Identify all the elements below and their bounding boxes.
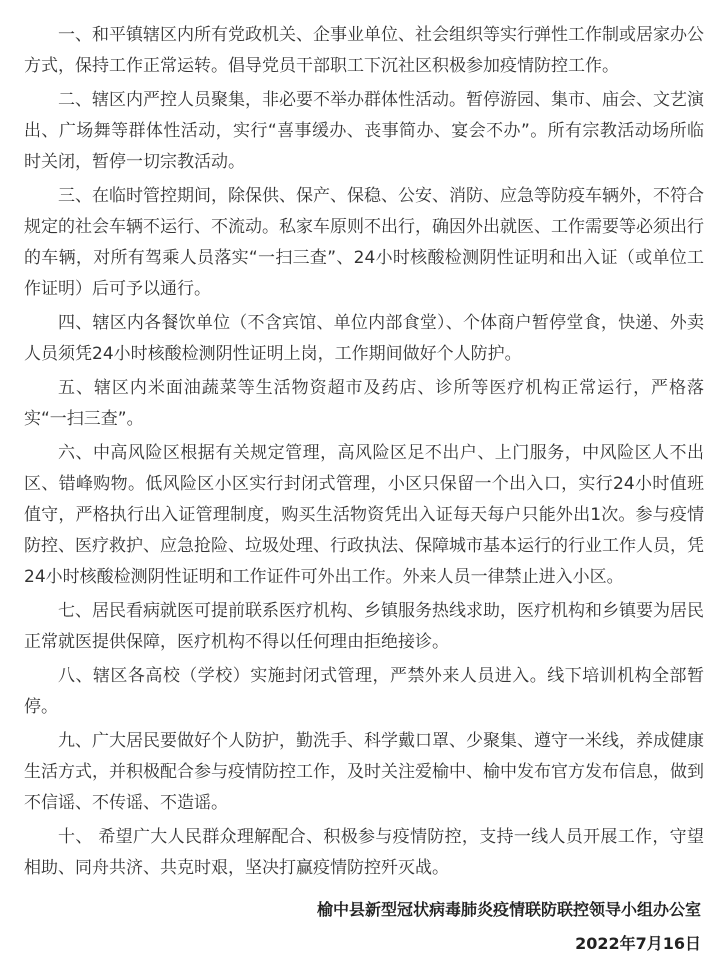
issuer-name: 榆中县新型冠状病毒肺炎疫情联防联控领导小组办公室 xyxy=(316,900,701,919)
paragraph-2: 二、辖区内严控人员聚集，非必要不举办群体性活动。暂停游园、集市、庙会、文艺演出、广场舞等群体性活动，实行“喜事缓办、丧事简办、宴会不办”。所有宗教活动场所临时关闭，暂停一切宗教活动。 xyxy=(24,90,704,172)
issue-date: 2022年7月16日 xyxy=(575,934,701,953)
paragraph-1: 一、和平镇辖区内所有党政机关、企事业单位、社会组织等实行弹性工作制或居家办公方式，保持工作正常运转。倡导党员干部职工下沉社区积极参加疫情防控工作。 xyxy=(24,25,704,76)
paragraph-9: 九、广大居民要做好个人防护，勤洗手、科学戴口罩、少聚集、遵守一米线，养成健康生活方式，并积极配合参与疫情防控工作，及时关注爱榆中、榆中发布官方发布信息，做到不信谣、不传谣、不造谣。 xyxy=(24,731,704,813)
paragraph-6: 六、中高风险区根据有关规定管理，高风险区足不出户、上门服务，中风险区人不出区、错峰购物。低风险区小区实行封闭式管理，小区只保留一个出入口，实行24小时值班值守，严格执行出入证管理制度，购买生活物资凭出入证每天每户只能外出1次。参与疫情防控、医疗救护、应急抢险、垃圾处理、行政执法、保障城市基本运行的行业工作人员，凭24小时核酸检测阴性证明和工作证件可外出工作。外来人员一律禁止进入小区。 xyxy=(24,443,704,587)
paragraph-4: 四、辖区内各餐饮单位（不含宾馆、单位内部食堂）、个体商户暂停堂食，快递、外卖人员须凭24小时核酸检测阴性证明上岗，工作期间做好个人防护。 xyxy=(24,313,704,364)
signature-block xyxy=(317,893,701,961)
paragraph-7: 七、居民看病就医可提前联系医疗机构、乡镇服务热线求助，医疗机构和乡镇要为居民正常就医提供保障，医疗机构不得以任何理由拒绝接诊。 xyxy=(24,601,704,652)
paragraph-3: 三、在临时管控期间，除保供、保产、保稳、公安、消防、应急等防疫车辆外，不符合规定的社会车辆不运行、不流动。私家车原则不出行，确因外出就医、工作需要等必须出行的车辆，对所有驾乘人员落实“一扫三查”、24小时核酸检测阴性证明和出入证（或单位工作证明）后可予以通行。 xyxy=(24,186,704,299)
paragraph-5: 五、辖区内米面油蔬菜等生活物资超市及药店、诊所等医疗机构正常运行，严格落实“一扫三查”。 xyxy=(24,378,704,429)
paragraph-10: 十、 希望广大人民群众理解配合、积极参与疫情防控，支持一线人员开展工作，守望相助、同舟共济、共克时艰，坚决打赢疫情防控歼灭战。 xyxy=(24,827,704,878)
paragraph-8: 八、辖区各高校（学校）实施封闭式管理，严禁外来人员进入。线下培训机构全部暂停。 xyxy=(24,666,704,717)
